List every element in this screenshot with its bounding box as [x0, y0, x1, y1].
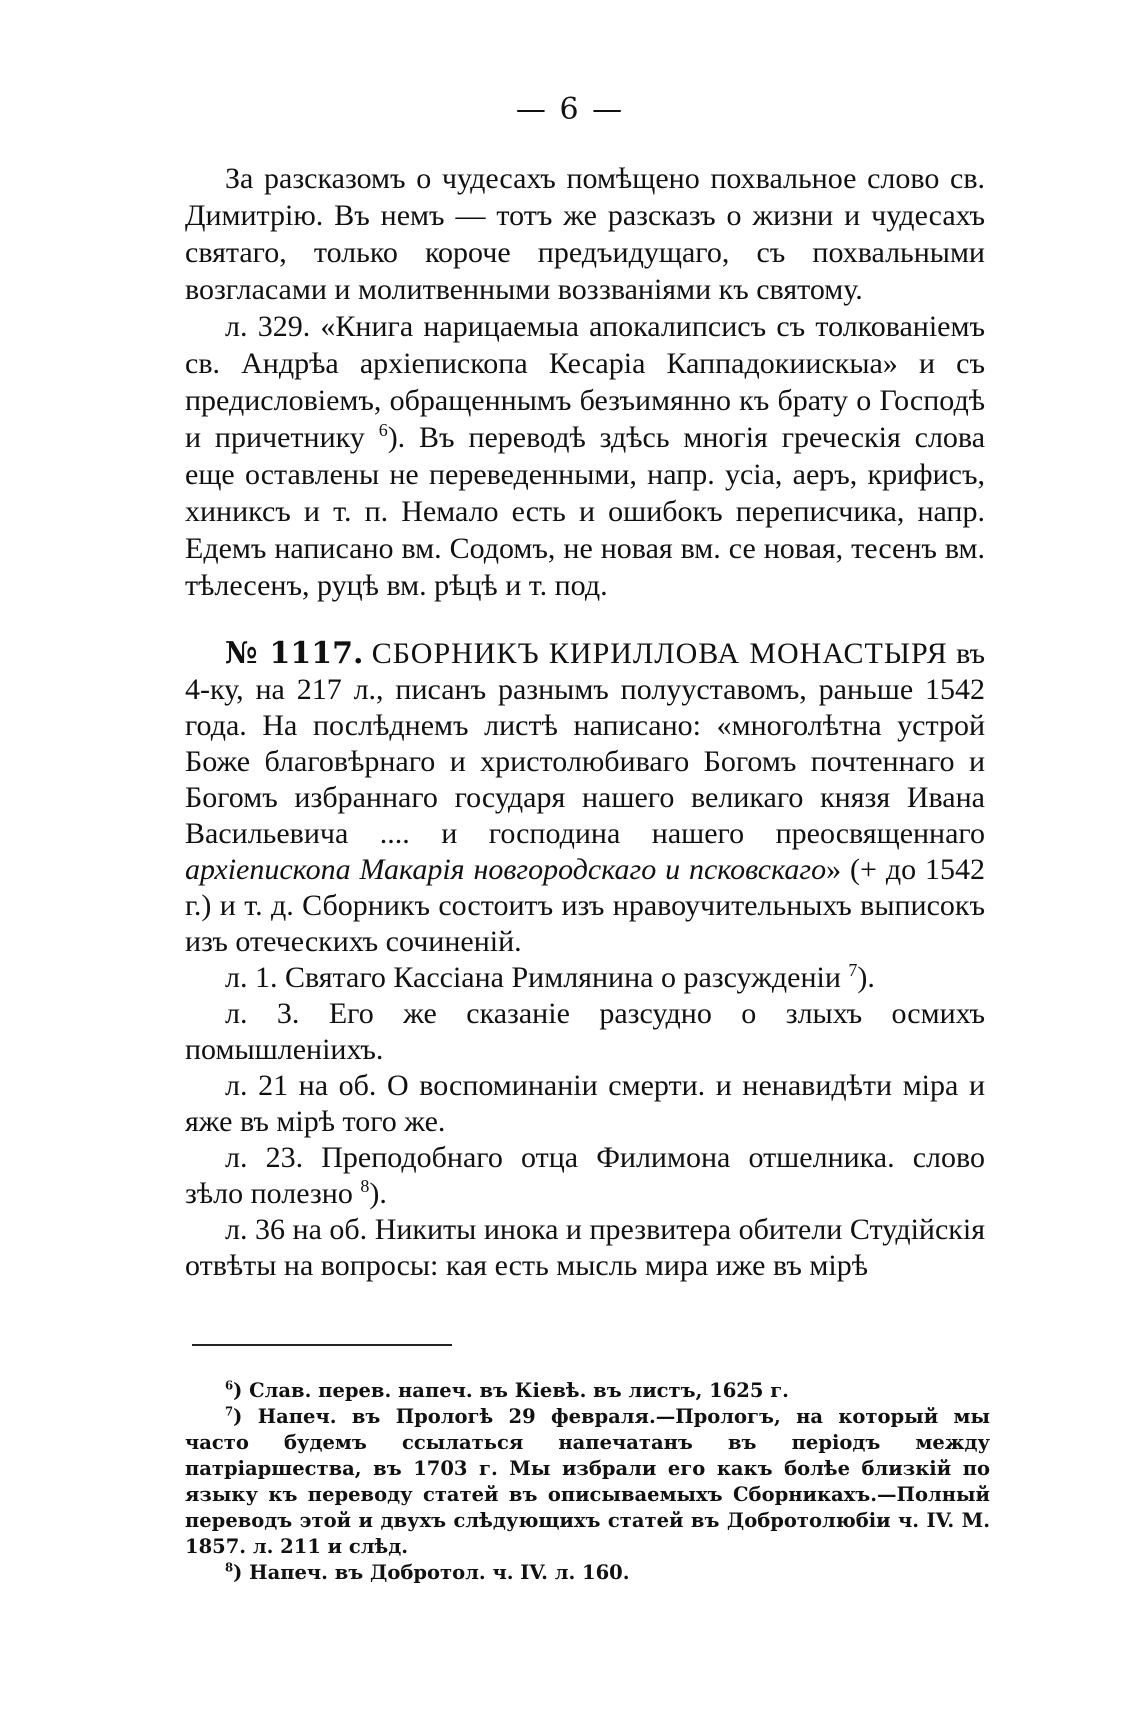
footnote-text: ) Напеч. въ Прологѣ 29 февраля.—Прологъ, на который мы часто будемъ ссылаться напечатанъ въ періодъ между патріаршества, въ 1703 г. Мы избрали его какъ болѣе близкій по языку къ переводу статей въ описываемыхъ Сборникахъ.—Полный переводъ этой и двухъ слѣдующихъ статей въ Добротолюбіи ч. IV. М. 1857. л. 211 и слѣд.	[185, 1405, 990, 1558]
entry-desc-part-2: » (+ до 1542 г.) и т. д. Сборникъ состоитъ изъ нравоучительныхъ выписокъ изъ отеческихъ сочиненій.	[185, 853, 985, 958]
entry-number: № 1117.	[225, 636, 364, 671]
entry-desc-part-1: въ 4-ку, на 217 л., писанъ разнымъ полууставомъ, раньше 1542 года. На послѣднемъ листѣ написано: «многолѣтна устрой Боже благовѣрнаго и христолюбиваго Богомъ почтеннаго и Богомъ избраннаго государя нашего великаго князя Ивана Васильевича .... и господина нашего преосвященнаго	[185, 637, 985, 850]
footnote-divider	[192, 1344, 452, 1346]
footnote-6	[185, 1378, 990, 1404]
paragraph-praise-sermon	[185, 160, 985, 308]
footnote-7	[185, 1404, 990, 1560]
list-item-tail: ).	[369, 1177, 387, 1210]
list-item-text: л. 23. Преподобнаго отца Филимона отшелника. слово зѣло полезно	[185, 1141, 985, 1210]
page-number: — 6 —	[515, 92, 625, 127]
list-item-text: л. 1. Святаго Кассіана Римлянина о разсужденіи	[225, 961, 841, 994]
list-item	[185, 1140, 985, 1212]
footnote-ref-8: 8	[360, 1176, 370, 1196]
footnote-ref-7: 7	[848, 960, 858, 980]
footnotes	[185, 1378, 990, 1586]
footnote-text: ) Напеч. въ Добротол. ч. IV. л. 160.	[233, 1561, 630, 1584]
entry-desc-italic: архіепископа Макарія новгородскаго и псковскаго	[185, 853, 827, 886]
paragraph-apocalypse	[185, 308, 985, 604]
footnote-ref-6: 6	[378, 420, 388, 440]
list-item-tail: ).	[857, 961, 875, 994]
list-item	[185, 1068, 985, 1140]
paragraph-text: За разсказомъ о чудесахъ помѣщено похвальное слово св. Димитрію. Въ немъ — тотъ же разсказъ о жизни и чудесахъ святаго, только короче предъидущаго, съ похвальными возгласами и молитвенными воззваніями къ святому.	[185, 162, 985, 306]
paragraph-apocalypse-text	[185, 308, 985, 604]
footnote-mark: 7	[225, 1404, 234, 1419]
list-item	[185, 960, 985, 996]
footnote-8	[185, 1560, 990, 1586]
catalog-entry	[185, 636, 985, 1284]
list-item-text: л. 21 на об. О воспоминаніи смерти. и ненавидѣти міра и яже въ мірѣ того же.	[185, 1069, 985, 1138]
footnote-mark: 8	[225, 1560, 234, 1575]
list-item-text: л. 36 на об. Никиты инока и презвитера обители Студійскія отвѣты на вопросы: кая есть мысль мира иже въ мірѣ	[185, 1213, 985, 1282]
paragraph-apocalypse-part-2: ). Въ переводѣ здѣсь многія греческія слова еще оставлены не переведенными, напр. усіа, аеръ, крифисъ, хиниксъ и т. п. Немало есть и ошибокъ переписчика, напр. Едемъ написано вм. Содомъ, не новая вм. се новая, тесенъ вм. тѣлесенъ, руцѣ вм. рѣцѣ и т. под.	[185, 421, 986, 602]
list-item	[185, 1212, 985, 1284]
paragraph-apocalypse-part-1: л. 329. «Книга нарицаемыа апокалипсисъ съ толкованіемъ св. Андрѣа архіепископа Кесаріа Каппадокиискыа» и съ предисловіемъ, обращеннымъ безъимянно къ брату о Господѣ и причетнику	[185, 310, 985, 454]
entry-title: СБОРНИКЪ КИРИЛЛОВА МОНАСТЫРЯ	[371, 637, 948, 670]
footnote-mark: 6	[225, 1378, 234, 1393]
footnote-text: ) Слав. перев. напеч. въ Кіевѣ. въ листъ, 1625 г.	[233, 1379, 789, 1402]
list-item	[185, 996, 985, 1068]
list-item-text: л. 3. Его же сказаніе разсудно о злыхъ осмихъ помышленіихъ.	[185, 997, 985, 1066]
entry-description	[185, 636, 985, 960]
